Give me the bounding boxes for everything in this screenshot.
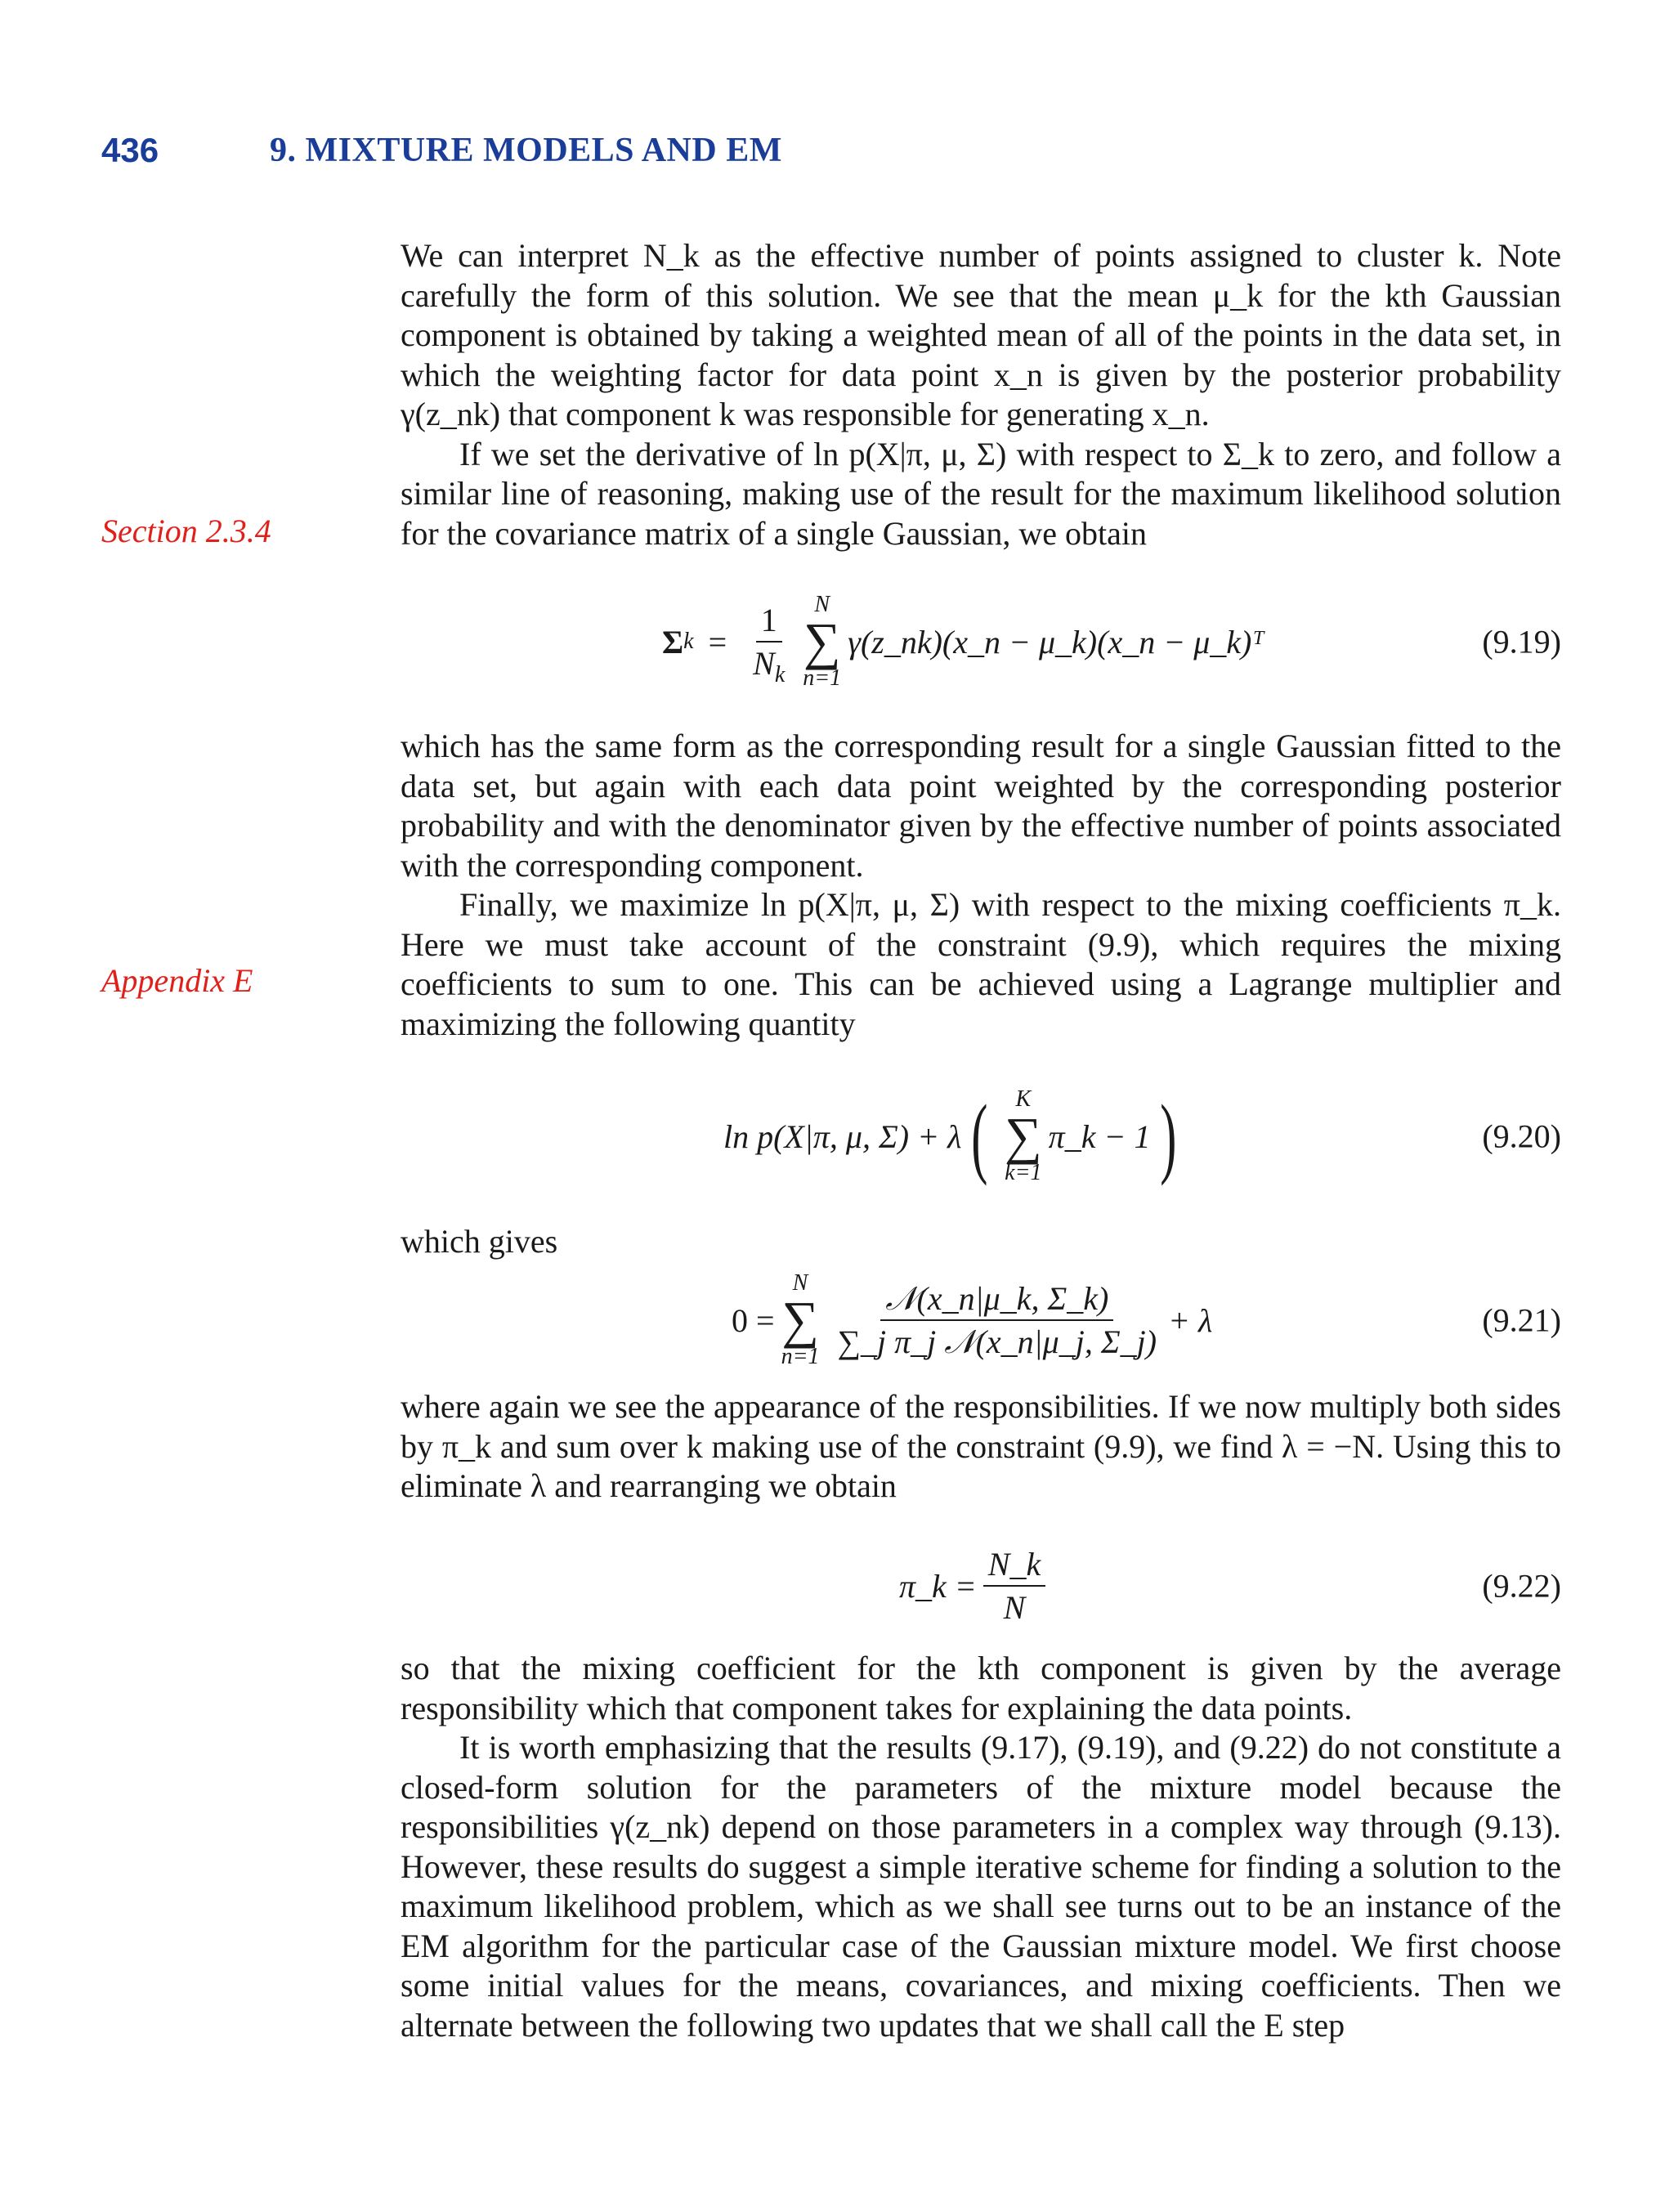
page-number: 436 — [101, 131, 159, 169]
margin-note-section[interactable]: Section 2.3.4 — [101, 513, 271, 549]
eq19-frac-den-sub: k — [774, 662, 786, 687]
equation-9-21 — [401, 1263, 1561, 1377]
margin-note-appendix[interactable]: Appendix E — [101, 962, 253, 999]
eq21-sum-upper: N — [792, 1270, 808, 1296]
eq19-sum-upper: N — [814, 592, 830, 617]
eq20-sum-upper: K — [1015, 1086, 1032, 1112]
eq21-frac-den: ∑_j π_j 𝒩(x_n|μ_j, Σ_j) — [837, 1323, 1157, 1360]
eq21-frac-num: 𝒩(x_n|μ_k, Σ_k) — [880, 1279, 1113, 1321]
text-block-3 — [401, 1222, 1561, 1262]
eq20-left: ln p(X|π, μ, Σ) + λ — [723, 1117, 962, 1155]
paragraph-interpret-nk: We can interpret N_k as the effective number of points assigned to cluster k. Note carefully the form of this solution. We see that the mean μ_k for the kth Gaussian component is obtained by taking a weighted mean of all of the points in the data set, in which the weighting factor for data point x_n is given by the posterior probability γ(z_nk) that component k was responsible for generating x_n. — [401, 237, 1561, 432]
eq21-sum-lower: n=1 — [781, 1344, 820, 1369]
text-block-5 — [401, 1649, 1561, 2045]
equation-9-20 — [401, 1079, 1561, 1193]
eq21-sum — [781, 1271, 820, 1369]
eq19-equals: = — [708, 623, 727, 660]
equation-9-20-body — [723, 1079, 1187, 1193]
equation-9-22 — [401, 1529, 1561, 1643]
chapter-title: 9. MIXTURE MODELS AND EM — [270, 132, 782, 169]
eq19-lhs: Σ — [662, 623, 684, 660]
equation-9-19 — [401, 584, 1561, 699]
paragraph-mixing-coefficient: so that the mixing coefficient for the kth component is given by the average responsibility which that component takes for explaining the data points. — [401, 1650, 1561, 1726]
eq21-lhs: 0 = — [732, 1301, 775, 1339]
eq19-frac-den: N — [753, 645, 775, 682]
eq19-sum-lower: n=1 — [803, 665, 842, 691]
eq21-fraction — [832, 1279, 1162, 1361]
eq21-sigma: ∑ — [781, 1291, 819, 1349]
eq22-frac-den: N — [1003, 1589, 1026, 1626]
text-block-4 — [401, 1387, 1561, 1507]
eq22-lhs: π_k = — [899, 1567, 977, 1605]
equation-number-9-19: (9.19) — [1482, 623, 1561, 660]
text-block-2 — [401, 727, 1561, 1044]
eq19-fraction — [748, 601, 790, 687]
eq20-sum — [1005, 1087, 1042, 1185]
eq19-frac-num: 1 — [756, 601, 782, 643]
equation-number-9-20: (9.20) — [1482, 1117, 1561, 1155]
eq19-sum — [803, 593, 841, 691]
eq20-sum-lower: k=1 — [1005, 1160, 1042, 1185]
equation-9-22-body — [899, 1529, 1052, 1643]
paragraph-maximize-mixing: Finally, we maximize ln p(X|π, μ, Σ) with respect to the mixing coefficients π_k. Here we must take account of the constraint (9.9), which requires the mixing coefficients to sum to one. This can be achieved using a Lagrange multiplier and maximizing the following quantity — [401, 886, 1561, 1042]
text-block-1 — [401, 236, 1561, 553]
paragraph-emphasizing: It is worth emphasizing that the results (9.17), (9.19), and (9.22) do not constitute a closed-form solution for the parameters of the mixture model because the responsibilities γ(z_nk) depend on those parameters in a complex way through (9.13). However, these results do suggest a simple iterative scheme for finding a solution to the maximum likelihood problem, which as we shall see turns out to be an instance of the EM algorithm for the particular case of the Gaussian mixture model. We first choose some initial values for the means, covariances, and mixing coefficients. Then we alternate between the following two updates that we shall call the E step — [401, 1729, 1561, 2044]
paragraph-derivative-sigma: If we set the derivative of ln p(X|π, μ, Σ) with respect to Σ_k to zero, and follow a similar line of reasoning, making use of the result for the maximum likelihood solution for the covariance matrix of a single Gaussian, we obtain — [401, 435, 1561, 552]
eq22-frac-num: N_k — [983, 1545, 1045, 1587]
eq20-summand: π_k − 1 — [1048, 1117, 1151, 1155]
paragraph-which-gives: which gives — [401, 1223, 558, 1260]
eq21-rhs: + λ — [1168, 1301, 1213, 1339]
eq22-fraction — [983, 1545, 1045, 1627]
equation-9-21-body — [732, 1263, 1212, 1377]
equation-number-9-22: (9.22) — [1482, 1567, 1561, 1605]
equation-number-9-21: (9.21) — [1482, 1301, 1561, 1339]
eq20-sigma: ∑ — [1005, 1107, 1042, 1165]
paragraph-same-form: which has the same form as the corresponding result for a single Gaussian fitted to the data set, but again with each data point weighted by the corresponding posterior probability and with the denominator given by the effective number of points associated with the corresponding component. — [401, 728, 1561, 884]
eq19-sigma: ∑ — [803, 612, 841, 670]
eq20-close-paren: ) — [1160, 1086, 1177, 1186]
eq19-summand: γ(z_nk)(x_n − μ_k)(x_n − μ_k)ᵀ — [848, 623, 1264, 660]
equation-9-19-body: Σ k = $\frac{1}{N_k}$ N ∑ n=1 γ(z_nk)(x_n − μ_k)(x_n − μ_k)ᵀ — [662, 592, 1264, 691]
eq20-open-paren: ( — [971, 1086, 988, 1186]
paragraph-responsibilities: where again we see the appearance of the responsibilities. If we now multiply both sides by π_k and sum over k making use of the constraint (9.9), we find λ = −N. Using this to eliminate λ and rearranging we obtain — [401, 1388, 1561, 1504]
